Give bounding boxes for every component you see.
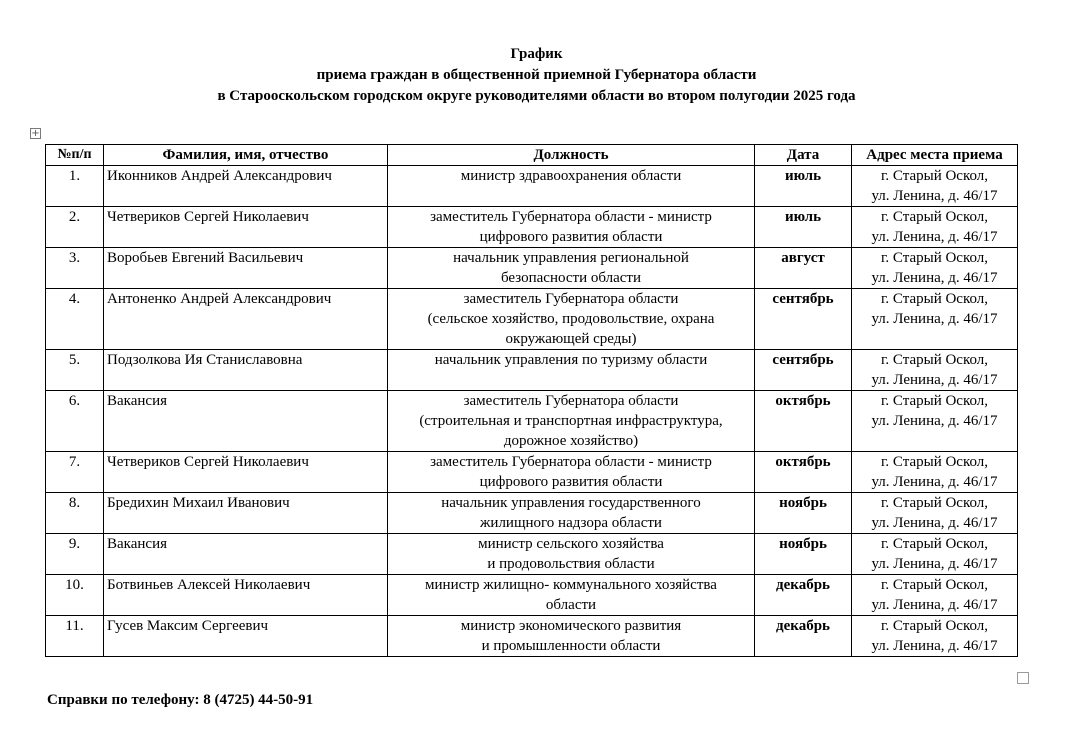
person-name: Четвериков Сергей Николаевич: [104, 452, 388, 493]
reception-address: г. Старый Оскол, ул. Ленина, д. 46/17: [852, 616, 1018, 657]
position-title: заместитель Губернатора области (строительная и транспортная инфраструктура, дорожное хозяйство): [388, 391, 755, 452]
row-number: 2.: [46, 207, 104, 248]
reception-address: г. Старый Оскол, ул. Ленина, д. 46/17: [852, 166, 1018, 207]
row-number: 5.: [46, 350, 104, 391]
reception-address: г. Старый Оскол, ул. Ленина, д. 46/17: [852, 534, 1018, 575]
reception-month: декабрь: [755, 575, 852, 616]
person-name: Бредихин Михаил Иванович: [104, 493, 388, 534]
person-name: Ботвиньев Алексей Николаевич: [104, 575, 388, 616]
person-name: Вакансия: [104, 391, 388, 452]
row-number: 10.: [46, 575, 104, 616]
table-row: [46, 166, 1018, 207]
table-header-row: [46, 145, 1018, 166]
header-address: Адрес места приема: [852, 145, 1018, 166]
reception-address: г. Старый Оскол, ул. Ленина, д. 46/17: [852, 575, 1018, 616]
table-row: [46, 616, 1018, 657]
row-number: 3.: [46, 248, 104, 289]
row-number: 11.: [46, 616, 104, 657]
row-number: 8.: [46, 493, 104, 534]
reception-month: сентябрь: [755, 350, 852, 391]
reception-month: октябрь: [755, 452, 852, 493]
row-number: 6.: [46, 391, 104, 452]
position-title: заместитель Губернатора области (сельское хозяйство, продовольствие, охрана окружающей среды): [388, 289, 755, 350]
reception-month: октябрь: [755, 391, 852, 452]
position-title: министр сельского хозяйства и продовольствия области: [388, 534, 755, 575]
reception-month: сентябрь: [755, 289, 852, 350]
reception-month: август: [755, 248, 852, 289]
position-title: министр жилищно- коммунального хозяйства области: [388, 575, 755, 616]
table-row: [46, 534, 1018, 575]
position-title: начальник управления региональной безопасности области: [388, 248, 755, 289]
phone-reference: Справки по телефону: 8 (4725) 44-50-91: [47, 692, 314, 708]
person-name: Подзолкова Ия Станиславовна: [104, 350, 388, 391]
table-row: [46, 391, 1018, 452]
table-row: [46, 350, 1018, 391]
table-move-handle-icon[interactable]: +: [31, 128, 40, 139]
schedule-table: [45, 144, 1018, 657]
person-name: Вакансия: [104, 534, 388, 575]
person-name: Гусев Максим Сергеевич: [104, 616, 388, 657]
reception-address: г. Старый Оскол, ул. Ленина, д. 46/17: [852, 391, 1018, 452]
table-row: [46, 248, 1018, 289]
reception-address: г. Старый Оскол, ул. Ленина, д. 46/17: [852, 207, 1018, 248]
row-number: 1.: [46, 166, 104, 207]
reception-address: г. Старый Оскол, ул. Ленина, д. 46/17: [852, 248, 1018, 289]
header-name: Фамилия, имя, отчество: [104, 145, 388, 166]
reception-address: г. Старый Оскол, ул. Ленина, д. 46/17: [852, 493, 1018, 534]
person-name: Воробьев Евгений Васильевич: [104, 248, 388, 289]
reception-address: г. Старый Оскол, ул. Ленина, д. 46/17: [852, 350, 1018, 391]
person-name: Иконников Андрей Александрович: [104, 166, 388, 207]
table-row: [46, 207, 1018, 248]
reception-month: июль: [755, 207, 852, 248]
document-title: [0, 44, 1073, 107]
table-resize-handle-icon[interactable]: [1017, 672, 1029, 684]
table-body: [46, 166, 1018, 657]
row-number: 4.: [46, 289, 104, 350]
position-title: начальник управления государственного жилищного надзора области: [388, 493, 755, 534]
title-line-2: приема граждан в общественной приемной Губернатора области: [316, 67, 757, 83]
header-position: Должность: [388, 145, 755, 166]
person-name: Антоненко Андрей Александрович: [104, 289, 388, 350]
position-title: заместитель Губернатора области - министр цифрового развития области: [388, 452, 755, 493]
person-name: Четвериков Сергей Николаевич: [104, 207, 388, 248]
header-number: №п/п: [46, 145, 104, 166]
reception-address: г. Старый Оскол, ул. Ленина, д. 46/17: [852, 452, 1018, 493]
title-line-1: График: [510, 46, 563, 62]
table-row: [46, 289, 1018, 350]
table-row: [46, 575, 1018, 616]
table-row: [46, 493, 1018, 534]
reception-month: ноябрь: [755, 493, 852, 534]
reception-month: декабрь: [755, 616, 852, 657]
header-date: Дата: [755, 145, 852, 166]
table-row: [46, 452, 1018, 493]
title-line-3: в Старооскольском городском округе руководителями области во втором полугодии 2025 года: [217, 88, 856, 104]
reception-month: ноябрь: [755, 534, 852, 575]
row-number: 9.: [46, 534, 104, 575]
position-title: министр экономического развития и промышленности области: [388, 616, 755, 657]
position-title: начальник управления по туризму области: [388, 350, 755, 391]
position-title: заместитель Губернатора области - министр цифрового развития области: [388, 207, 755, 248]
reception-address: г. Старый Оскол, ул. Ленина, д. 46/17: [852, 289, 1018, 350]
reception-month: июль: [755, 166, 852, 207]
row-number: 7.: [46, 452, 104, 493]
position-title: министр здравоохранения области: [388, 166, 755, 207]
